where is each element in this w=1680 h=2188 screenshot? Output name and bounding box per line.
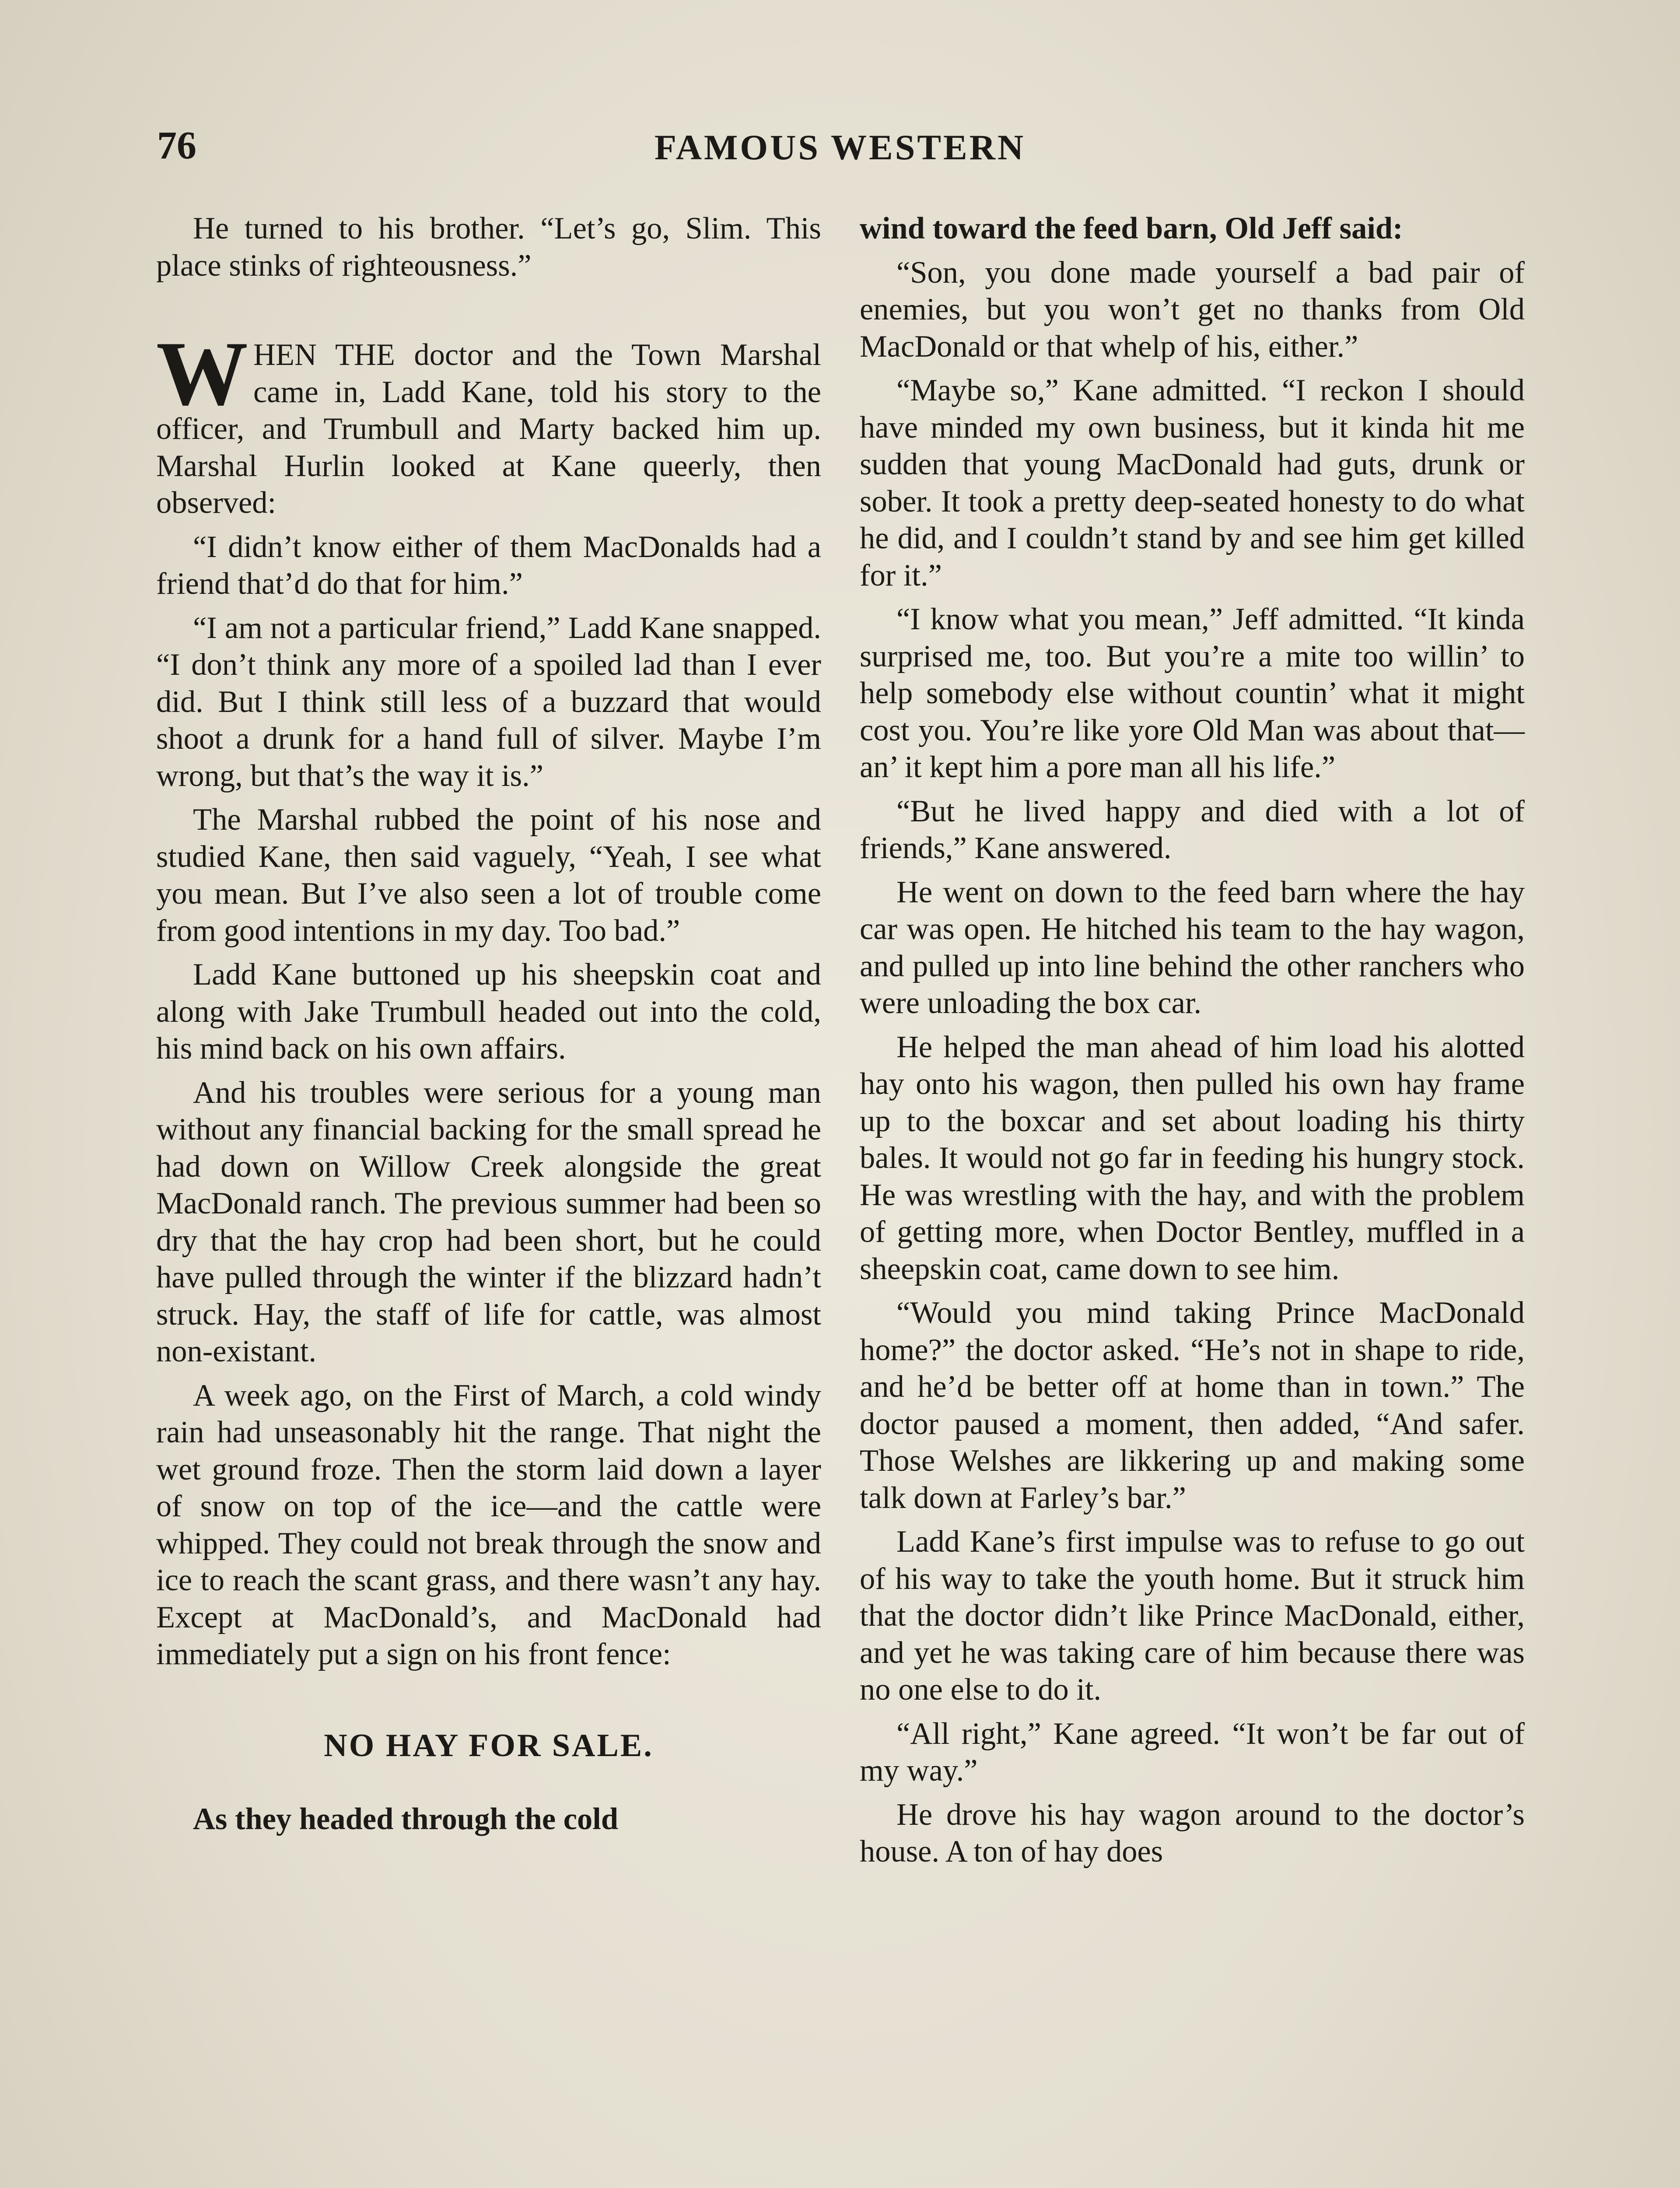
- drop-cap: W: [156, 323, 248, 424]
- drop-cap-paragraph: [156, 323, 821, 522]
- paragraph: “I know what you mean,” Jeff admitted. “It kinda surprised me, too. But you’re a mite too willin’ to help somebody else without countin’ what it might cost you. You’re like yore Old Man was about that—an’ it kept him a pore man all his life.”: [860, 602, 1525, 784]
- left-column: [156, 210, 821, 1838]
- paragraph: “I didn’t know either of them MacDonalds had a friend that’d do that for him.”: [156, 529, 821, 601]
- paragraph: wind toward the feed barn, Old Jeff said:: [860, 211, 1403, 245]
- paragraph: A week ago, on the First of March, a cold windy rain had unseasonably hit the range. That night the wet ground froze. Then the storm laid down a layer of snow on top of the ice—and the cattle were whipped. They could not break through the snow and ice to reach the scant grass, and there wasn’t any hay. Except at MacDonald’s, and MacDonald had immediately put a sign on his front fence:: [156, 1378, 821, 1671]
- paragraph: “Would you mind taking Prince MacDonald home?” the doctor asked. “He’s not in shape to ride, and he’d be better off at home than in town.” The doctor paused a moment, then added, “And safer. Those Welshes are likkering up and making some talk down at Farley’s bar.”: [860, 1296, 1525, 1515]
- paragraph: “All right,” Kane agreed. “It won’t be far out of my way.”: [860, 1716, 1525, 1788]
- right-column: [860, 210, 1525, 1870]
- paragraph: He helped the man ahead of him load his alotted hay onto his wagon, then pulled his own hay frame up to the boxcar and set about loading his thirty bales. It would not go far in feeding his hungry stock. He was wrestling with the hay, and with the problem of getting more, when Doctor Bentley, muffled in a sheepskin coat, came down to see him.: [860, 1030, 1525, 1286]
- paragraph: The Marshal rubbed the point of his nose and studied Kane, then said vaguely, “Yeah, I see what you mean. But I’ve also seen a lot of trouble come from good intentions in my day. Too bad.”: [156, 803, 821, 948]
- paragraph: As they headed through the cold: [193, 1802, 619, 1836]
- sign-text: NO HAY FOR SALE.: [324, 1727, 654, 1764]
- paragraph: Ladd Kane’s first impulse was to refuse to go out of his way to take the youth home. But it struck him that the doctor didn’t like Prince MacDonald, either, and yet he was taking care of him because there was no one else to do it.: [860, 1525, 1525, 1707]
- paragraph: “Maybe so,” Kane admitted. “I reckon I should have minded my own business, but it kinda hit me sudden that young MacDonald had guts, drunk or sober. It took a pretty deep-seated honesty to do what he did, and I couldn’t stand by and see him get killed for it.”: [860, 373, 1525, 593]
- running-head: FAMOUS WESTERN: [654, 127, 1026, 167]
- paragraph: He drove his hay wagon around to the doctor’s house. A ton of hay does: [860, 1797, 1525, 1869]
- paragraph: “Son, you done made yourself a bad pair of enemies, but you won’t get no thanks from Old MacDonald or that whelp of his, either.”: [860, 255, 1525, 364]
- page-number: 76: [157, 124, 196, 167]
- paragraph-text: HEN THE doctor and the Town Marshal came in, Ladd Kane, told his story to the officer, and Trumbull and Marty backed him up. Marshal Hurlin looked at Kane queerly, then observed:: [156, 338, 821, 520]
- paragraph: Ladd Kane buttoned up his sheepskin coat and along with Jake Trumbull headed out into the cold, his mind back on his own affairs.: [156, 957, 821, 1066]
- paragraph: “But he lived happy and died with a lot of friends,” Kane answered.: [860, 794, 1525, 865]
- paragraph: He went on down to the feed barn where the hay car was open. He hitched his team to the hay wagon, and pulled up into line behind the other ranchers who were unloading the box car.: [860, 875, 1525, 1020]
- paragraph: “I am not a particular friend,” Ladd Kane snapped. “I don’t think any more of a spoiled lad than I ever did. But I think still less of a buzzard that would shoot a drunk for a hand full of silver. Maybe I’m wrong, but that’s the way it is.”: [156, 610, 821, 793]
- paragraph: He turned to his brother. “Let’s go, Slim. This place stinks of righteousness.”: [156, 211, 821, 283]
- paragraph: And his troubles were serious for a young man without any financial backing for the small spread he had down on Willow Creek alongside the great MacDonald ranch. The previous summer had been so dry that the hay crop had been short, but he could have pulled through the winter if the blizzard hadn’t struck. Hay, the staff of life for cattle, was almost non-existant.: [156, 1075, 821, 1368]
